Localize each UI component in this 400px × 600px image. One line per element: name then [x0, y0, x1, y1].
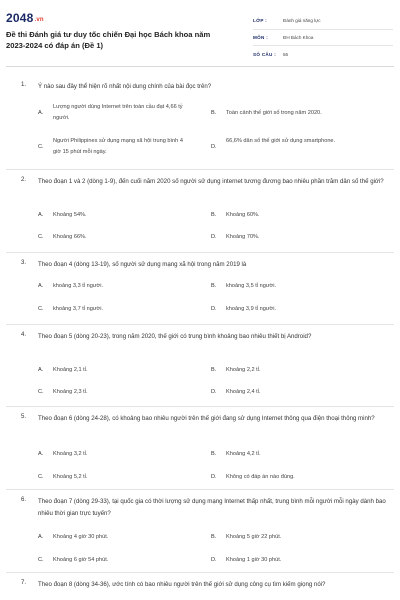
question-number: 1.: [21, 81, 27, 88]
option-text: Khoảng 5 giờ 22 phút.: [226, 534, 282, 540]
option-text: khoảng 3,5 tỉ người.: [226, 283, 277, 289]
question-text: Theo đoạn 5 (dòng 20-23), trong năm 2020, thế giới có trung bình khoảng bao nhiêu thiết bị Android?: [38, 333, 312, 340]
option-key: C.: [38, 234, 44, 240]
header-divider: [6, 66, 394, 67]
option-key: B.: [211, 534, 217, 540]
option-text: Khoảng 4,2 tỉ.: [226, 451, 261, 457]
option-text: Khoảng 70%.: [226, 234, 260, 240]
question-divider: [6, 252, 394, 253]
option-key: D.: [211, 474, 217, 480]
option-key: A.: [38, 451, 44, 457]
option-text: Khoảng 54%.: [53, 212, 87, 218]
question-text: Theo đoạn 6 (dòng 24-28), có khoảng bao nhiêu người trên thế giới đang sử dụng Internet thông qua điện thoại thông minh?: [38, 415, 375, 422]
option-text: Khoảng 1 giờ 30 phút.: [226, 557, 282, 563]
option-text: Khoảng 2,1 tỉ.: [53, 367, 88, 373]
option-key: C.: [38, 389, 44, 395]
question-divider: [6, 489, 394, 490]
option-key: B.: [211, 212, 217, 218]
option-text: Khoảng 66%.: [53, 234, 87, 240]
option-key: B.: [211, 283, 217, 289]
option-key: A.: [38, 367, 44, 373]
option-text: Không có đáp án nào đúng.: [226, 474, 295, 480]
option-key: D.: [211, 557, 217, 563]
question-number: 2.: [21, 176, 27, 183]
option-key: B.: [211, 110, 217, 116]
option-text: Khoảng 2,4 tỉ.: [226, 389, 261, 395]
meta-class-row: [253, 13, 393, 30]
option-key: D.: [211, 144, 217, 150]
option-text: Khoảng 4 giờ 30 phút.: [53, 534, 109, 540]
option-key: C.: [38, 474, 44, 480]
question-divider: [6, 169, 394, 170]
option-key: A.: [38, 283, 44, 289]
question-text: Ý nào sau đây thể hiện rõ nhất nội dung chính của bài đọc trên?: [38, 83, 212, 90]
question-divider: [6, 324, 394, 325]
logo-suffix: .vn: [34, 17, 44, 23]
question-number: 6.: [21, 496, 27, 503]
option-text: khoảng 3,7 tỉ người.: [53, 306, 104, 312]
option-text: 66,6% dân số thế giới sử dụng smartphone.: [226, 138, 336, 144]
option-key: D.: [211, 234, 217, 240]
option-key: A.: [38, 534, 44, 540]
question-text: Theo đoạn 1 và 2 (dòng 1-9), đến cuối năm 2020 số người sử dụng internet tương đương bao nhiêu phần trăm dân số thế giới?: [38, 178, 384, 185]
option-text: Lượng người dùng Internet trên toàn cầu đạt 4,66 tỷ người.: [53, 104, 183, 121]
question-divider: [6, 572, 394, 573]
meta-subject-label: MÔN :: [253, 34, 269, 40]
option-key: C.: [38, 144, 44, 150]
exam-meta: [253, 13, 393, 63]
option-text: Khoảng 3,2 tỉ.: [53, 451, 88, 457]
option-key: B.: [211, 367, 217, 373]
option-text: Khoảng 6 giờ 54 phút.: [53, 557, 109, 563]
option-text: khoảng 3,9 tỉ người.: [226, 306, 277, 312]
option-text: Khoảng 5,2 tỉ.: [53, 474, 88, 480]
option-key: D.: [211, 389, 217, 395]
site-logo[interactable]: [6, 11, 44, 25]
question-number: 7.: [21, 579, 27, 586]
meta-class-label: LỚP :: [253, 18, 268, 24]
question-text: Theo đoạn 8 (dòng 34-36), ước tính có bao nhiêu người trên thế giới sử dụng công cụ tìm kiếm giọng nói?: [38, 581, 326, 588]
question-text: Theo đoạn 7 (dòng 29-33), tại quốc gia có thời lượng sử dụng mạng Internet thấp nhất, trung bình mỗi người mỗi ngày dành bao nhiêu thời gian trực tuyến?: [38, 498, 386, 517]
meta-subject-row: [253, 30, 393, 47]
meta-count-label: SỐ CÂU :: [253, 51, 277, 57]
option-key: A.: [38, 110, 44, 116]
option-key: D.: [211, 306, 217, 312]
question-divider: [6, 406, 394, 407]
option-text: Người Philippines sử dụng mạng xã hội trung bình 4 giờ 15 phút mỗi ngày.: [53, 138, 183, 155]
option-key: C.: [38, 557, 44, 563]
question-number: 5.: [21, 413, 27, 420]
exam-title: Đề thi Đánh giá tư duy tốc chiến Đại học Bách khoa năm 2023-2024 có đáp án (Đề 1): [6, 30, 211, 50]
document-header: [0, 0, 400, 66]
logo-main: 2048: [6, 11, 34, 25]
meta-subject-value: ĐH Bách Khoa: [283, 34, 314, 40]
question-number: 4.: [21, 331, 27, 338]
option-key: A.: [38, 212, 44, 218]
option-text: Khoảng 2,3 tỉ.: [53, 389, 88, 395]
question-number: 3.: [21, 259, 27, 266]
option-key: C.: [38, 306, 44, 312]
option-text: Khoảng 60%.: [226, 212, 260, 218]
option-text: khoảng 3,3 tỉ người.: [53, 283, 104, 289]
option-text: Khoảng 2,2 tỉ.: [226, 367, 261, 373]
meta-count-row: [253, 46, 393, 63]
question-text: Theo đoạn 4 (dòng 13-19), số người sử dụng mạng xã hội trong năm 2019 là: [38, 261, 247, 268]
meta-count-value: 56: [283, 51, 289, 57]
meta-class-value: Đánh giá năng lực: [283, 18, 321, 24]
option-key: B.: [211, 451, 217, 457]
option-text: Toàn cảnh thế giới số trong năm 2020.: [226, 110, 322, 116]
